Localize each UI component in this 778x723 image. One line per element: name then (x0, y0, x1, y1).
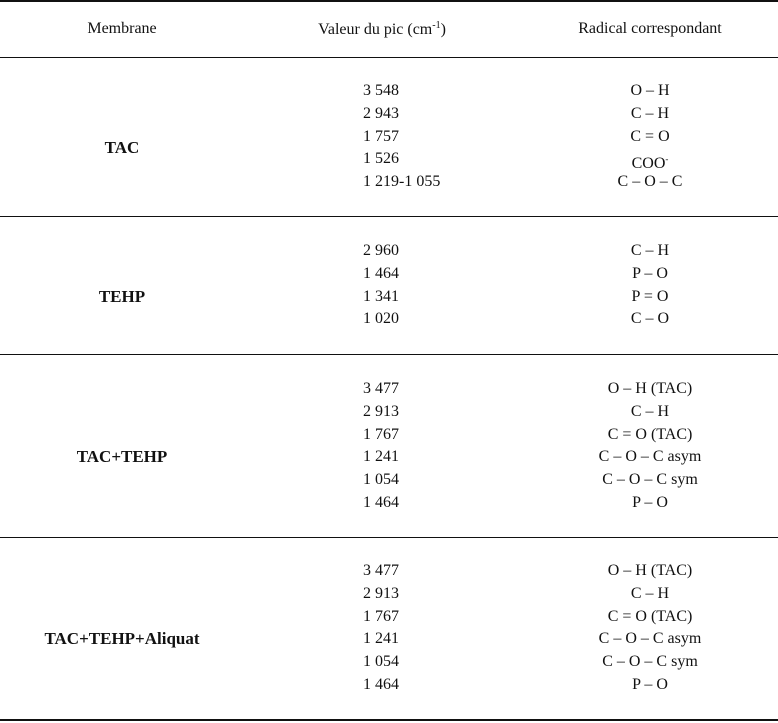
peak-values-column (363, 240, 483, 331)
radical: C – O – C asym (598, 630, 702, 648)
peak-value: 2 943 (363, 104, 399, 122)
peak-value: 1 020 (363, 310, 399, 328)
group-rule (0, 537, 778, 538)
radical: P – O (632, 493, 668, 511)
header-radical: Radical correspondant (578, 20, 722, 37)
header-peak-value-close: ) (440, 21, 446, 38)
header-peak-value-text: Valeur du pic (cm (318, 21, 433, 38)
radicals-column (540, 240, 760, 331)
peak-values-column (363, 560, 483, 697)
header-peak-value (290, 20, 474, 39)
peak-value: 1 241 (363, 448, 399, 466)
radical: C – H (630, 242, 670, 259)
peak-value: 1 341 (363, 287, 399, 305)
peak-value: 1 757 (363, 127, 399, 145)
header-peak-value-exponent: -1 (432, 20, 441, 31)
peak-value: 3 477 (363, 562, 399, 579)
membrane-label: TEHP (98, 287, 146, 306)
peak-value: 1 767 (363, 607, 399, 625)
radical: C – O – C (617, 173, 683, 191)
peak-value: 2 913 (363, 402, 399, 420)
peak-value: 1 241 (363, 630, 399, 648)
radical: C – H (630, 104, 670, 122)
peak-value: 2 913 (363, 584, 399, 602)
peak-value: 1 526 (363, 150, 399, 168)
peak-value: 1 464 (363, 264, 399, 282)
radical: O – H (TAC) (607, 562, 693, 579)
membrane-label: TAC (104, 138, 140, 157)
radicals-column (540, 80, 760, 194)
radical: C = O (630, 127, 670, 145)
radical: O – H (630, 82, 670, 99)
peak-value: 1 464 (363, 675, 399, 693)
peak-value: 1 219-1 055 (363, 173, 441, 191)
radical (540, 148, 760, 171)
header-membrane: Membrane (87, 20, 157, 37)
membrane-label: TAC+TEHP+Aliquat (44, 629, 200, 648)
group-rule (0, 354, 778, 355)
header-rule (0, 57, 778, 58)
radical-charge: - (665, 154, 669, 165)
radicals-column (540, 560, 760, 697)
radical-text: COO (631, 155, 666, 173)
peak-value: 3 548 (363, 82, 399, 99)
radical: C = O (TAC) (607, 425, 693, 443)
peak-values-column (363, 80, 483, 194)
radical: C – H (630, 402, 670, 420)
radical: C = O (TAC) (607, 607, 693, 625)
radical: C – O (630, 310, 670, 328)
bottom-rule (0, 719, 778, 721)
radicals-column (540, 378, 760, 515)
top-rule (0, 0, 778, 2)
radical: O – H (TAC) (607, 380, 693, 397)
membrane-label: TAC+TEHP (76, 447, 168, 466)
peak-value: 1 767 (363, 425, 399, 443)
peak-value: 2 960 (363, 242, 399, 259)
radical: C – H (630, 584, 670, 602)
peak-values-column (363, 378, 483, 515)
peak-value: 1 054 (363, 471, 399, 489)
radical: P – O (632, 675, 668, 693)
radical: C – O – C sym (602, 653, 698, 671)
peak-value: 1 464 (363, 493, 399, 511)
peak-value: 1 054 (363, 653, 399, 671)
radical: C – O – C asym (598, 448, 702, 466)
radical: C – O – C sym (602, 471, 698, 489)
radical: P – O (632, 264, 668, 282)
radical: P = O (631, 287, 669, 305)
peak-value: 3 477 (363, 380, 399, 397)
group-rule (0, 216, 778, 217)
